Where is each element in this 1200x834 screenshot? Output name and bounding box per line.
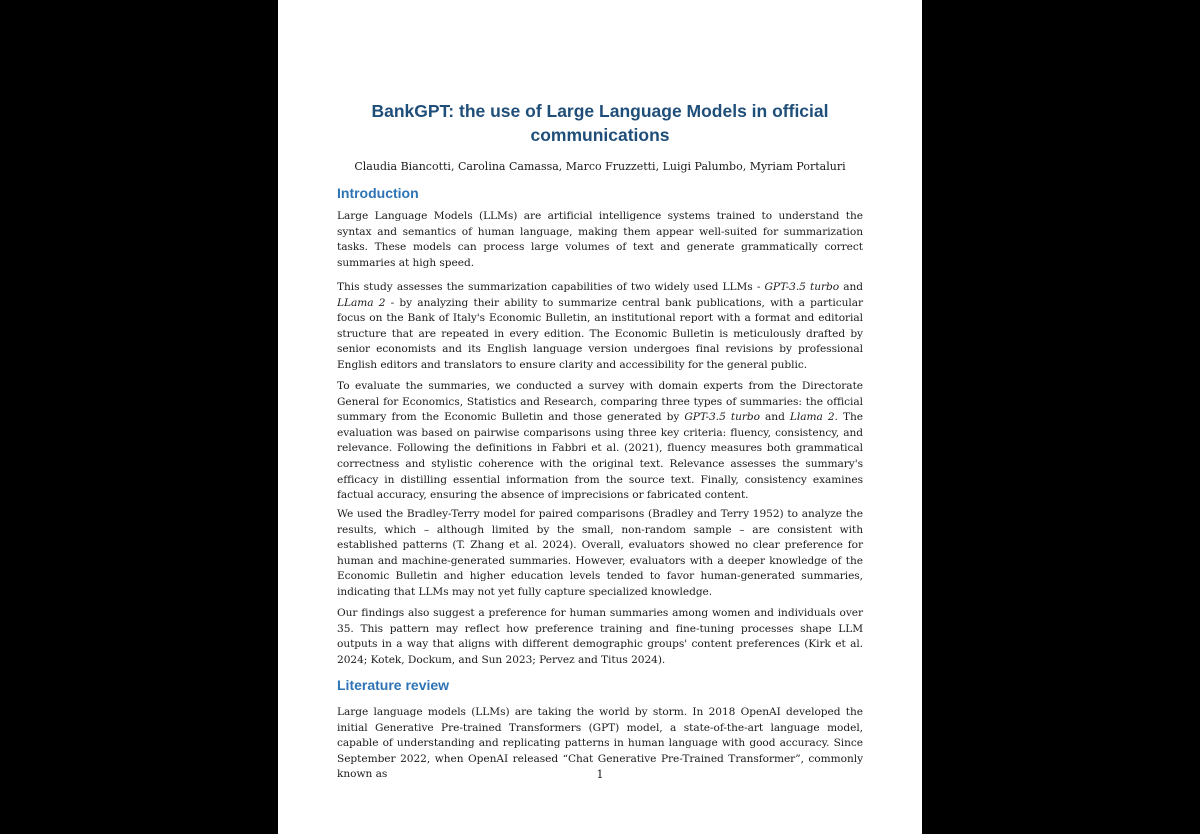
intro-paragraph-5: Our findings also suggest a preference for human summaries among women and individuals over 35. This pattern may reflect how preference training and fine-tuning processes shape LLM outputs in a way that aligns with different demographic groups' content preferences (Kirk et al. 2024; Kotek, Dockum, and Sun 2023; Pervez and Titus 2024). xyxy=(337,607,863,666)
intro-paragraph-3-text-a: To evaluate the summaries, we conducted a survey with domain experts from the Directorate General for Economics, Statistics and Research, comparing three types of summaries: the official summary from the Economic Bulletin and those generated by xyxy=(337,380,863,424)
model-name-gpt: GPT-3.5 turbo xyxy=(764,281,840,293)
paper-title: BankGPT: the use of Large Language Models in official communications xyxy=(371,101,829,145)
intro-paragraph-1: Large Language Models (LLMs) are artificial intelligence systems trained to understand the syntax and semantics of human language, making them appear well-suited for summarization tasks. These models can process large volumes of text and generate grammatically correct summaries at high speed. xyxy=(337,210,863,269)
intro-paragraph-2-text-e: - by analyzing their ability to summarize central bank publications, with a particular focus on the Bank of Italy's Economic Bulletin, an institutional report with a format and editorial structure that are repeated in every edition. The Economic Bulletin is meticulously drafted by senior economists and its English language version undergoes final revisions by professional English editors and translators to ensure clarity and accessibility for the general public. xyxy=(337,296,863,371)
section-heading-introduction: Introduction xyxy=(337,185,419,201)
intro-paragraph-2-text-a: This study assesses the summarization capabilities of two widely used LLMs - xyxy=(337,281,765,293)
section-heading-literature-review: Literature review xyxy=(337,677,450,693)
intro-paragraph-3 xyxy=(337,379,863,504)
author-list: Claudia Biancotti, Carolina Camassa, Marco Fruzzetti, Luigi Palumbo, Myriam Portaluri xyxy=(354,160,846,173)
page-number: 1 xyxy=(596,768,604,781)
intro-paragraph-2-text-c: and xyxy=(839,281,863,293)
document-page xyxy=(278,0,922,834)
literature-paragraph-1: Large language models (LLMs) are taking the world by storm. In 2018 OpenAI developed the initial Generative Pre-trained Transformers (GPT) model, a state-of-the-art language model, capable of understanding and replicating patterns in human language with good accuracy. Since September 2022, when OpenAI released “Chat Generative Pre-Trained Transformer”, commonly known as xyxy=(337,706,863,781)
model-name-gpt: GPT-3.5 turbo xyxy=(684,411,760,424)
intro-paragraph-4: We used the Bradley-Terry model for paired comparisons (Bradley and Terry 1952) to analyze the results, which – although limited by the small, non-random sample – are consistent with established patterns (T. Zhang et al. 2024). Overall, evaluators showed no clear preference for human and machine-generated summaries. However, evaluators with a deeper knowledge of the Economic Bulletin and higher education levels tended to favor human-generated summaries, indicating that LLMs may not yet fully capture specialized knowledge. xyxy=(337,508,863,598)
model-name-llama: LLama 2 xyxy=(337,296,386,309)
model-name-llama: Llama 2. xyxy=(789,411,838,424)
intro-paragraph-3-text-e: The evaluation was based on pairwise comparisons using three key criteria: fluency, consistency, and relevance. Following the definitions in Fabbri et al. (2021), fluency measures both grammatical correctness and stylistic coherence with the original text. Relevance assesses the summary's efficacy in distilling essential information from the source text. Finally, consistency examines factual accuracy, ensuring the absence of imprecisions or fabricated content. xyxy=(337,411,863,502)
intro-paragraph-2 xyxy=(337,280,863,374)
intro-paragraph-3-text-c: and xyxy=(759,411,790,424)
